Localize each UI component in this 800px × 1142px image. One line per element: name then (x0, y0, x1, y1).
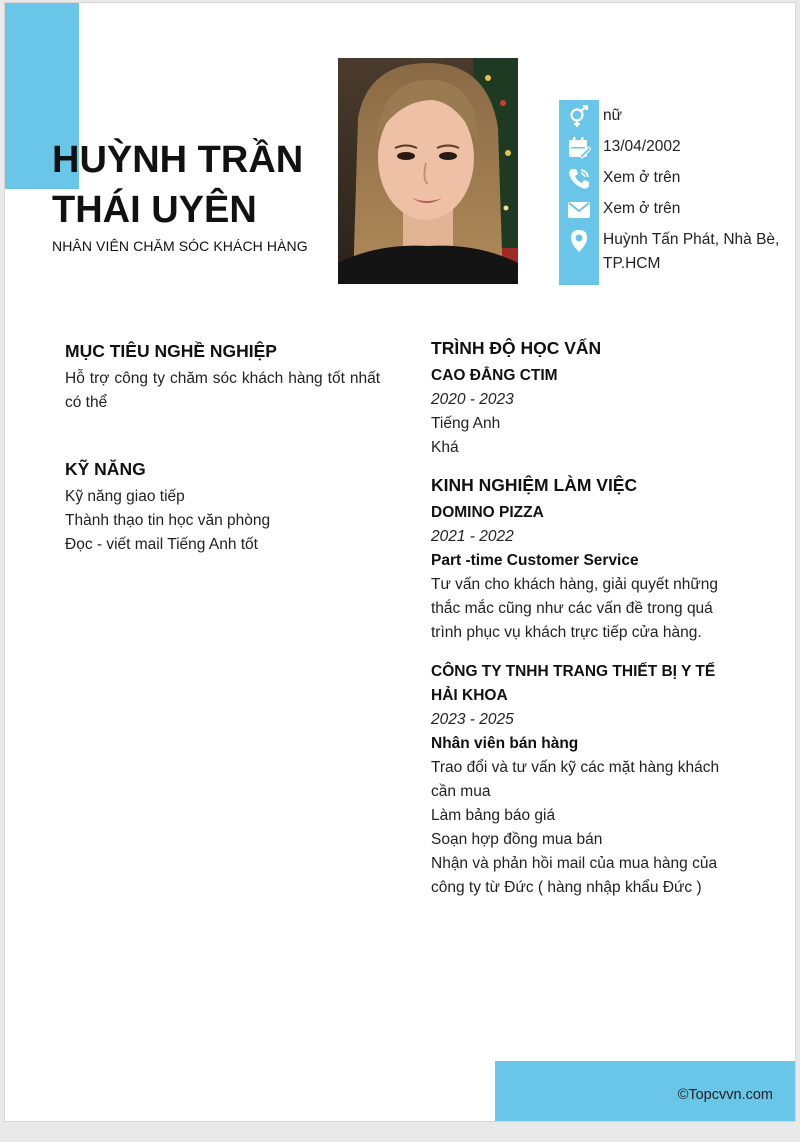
job-position: NHÂN VIÊN CHĂM SÓC KHÁCH HÀNG (52, 238, 308, 254)
cv-page (4, 2, 796, 1122)
job-company: DOMINO PIZZA (431, 504, 544, 521)
objective-title: MỤC TIÊU NGHỀ NGHIỆP (65, 341, 277, 361)
education-block (431, 364, 731, 460)
education-school: CAO ĐẲNG CTIM (431, 367, 558, 384)
skill-item: Đọc - viết mail Tiếng Anh tốt (65, 536, 258, 553)
contact-email (559, 197, 789, 223)
calendar-icon (559, 135, 599, 161)
address-text: Huỳnh Tấn Phát, Nhà Bè, TP.HCM (603, 231, 780, 272)
job-description: Làm bảng báo giá (431, 807, 556, 824)
skill-item: Kỹ năng giao tiếp (65, 488, 185, 505)
phone-icon (559, 166, 599, 192)
job-company: CÔNG TY TNHH TRANG THIẾT BỊ Y TẾ HẢI KHOA (431, 663, 716, 704)
skill-item: Thành thạo tin học văn phòng (65, 512, 271, 529)
profile-photo (338, 58, 518, 284)
job-period: 2021 - 2022 (431, 528, 514, 545)
job-description: Trao đổi và tư vấn kỹ các mặt hàng khách cần mua (431, 759, 720, 800)
gender-text: nữ (603, 107, 622, 124)
footer-copyright: ©Topcvvn.com (677, 1087, 773, 1103)
job-description: Nhận và phản hồi mail của mua hàng của công ty từ Đức ( hàng nhập khẩu Đức ) (431, 855, 718, 896)
experience-title: KINH NGHIỆM LÀM VIỆC (431, 475, 638, 495)
job-role: Nhân viên bán hàng (431, 735, 579, 752)
name-line-2: THÁI UYÊN (52, 189, 257, 231)
experience-job-1 (431, 501, 731, 645)
birthday-text: 13/04/2002 (603, 138, 681, 155)
job-description: Soạn hợp đồng mua bán (431, 831, 603, 848)
contact-phone (559, 166, 789, 192)
job-period: 2023 - 2025 (431, 711, 514, 728)
phone-text: Xem ở trên (603, 169, 681, 186)
education-title: TRÌNH ĐỘ HỌC VẤN (431, 338, 602, 358)
job-role: Part -time Customer Service (431, 552, 639, 569)
education-period: 2020 - 2023 (431, 391, 514, 408)
skills-list (65, 485, 380, 557)
contact-birthday (559, 135, 789, 161)
candidate-name (52, 135, 342, 235)
contact-address (559, 228, 789, 276)
location-icon (559, 228, 599, 254)
objective-text: Hỗ trợ công ty chăm sóc khách hàng tốt nhất có thể (65, 370, 380, 411)
job-description: Tư vấn cho khách hàng, giải quyết những thắc mắc cũng như các vấn đề trong quá trình phục vụ khách trực tiếp cửa hàng. (431, 576, 719, 641)
email-text: Xem ở trên (603, 200, 681, 217)
name-line-1: HUỲNH TRẦN (52, 139, 304, 181)
experience-job-2 (431, 660, 731, 900)
email-icon (559, 197, 599, 223)
skills-title: KỸ NĂNG (65, 459, 146, 479)
education-grade: Khá (431, 439, 459, 456)
gender-icon (559, 104, 599, 130)
contact-gender (559, 104, 789, 130)
education-major: Tiếng Anh (431, 415, 501, 432)
